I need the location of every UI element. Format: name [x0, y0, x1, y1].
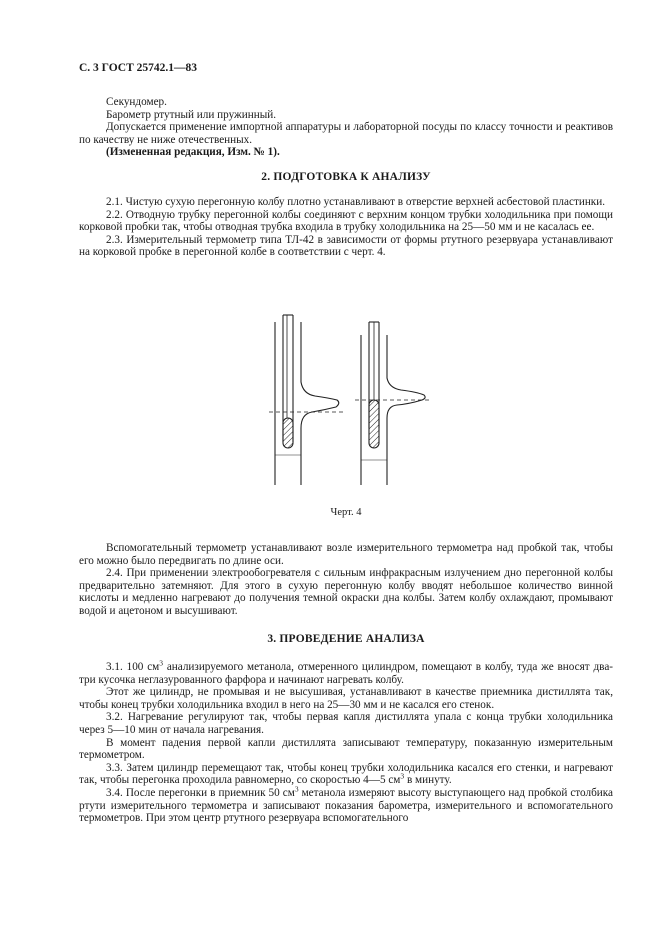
section-2-title: 2. ПОДГОТОВКА К АНАЛИЗУ [261, 171, 431, 183]
paragraph-3-1 [79, 658, 614, 686]
figure-caption: Черт. 4 [330, 507, 362, 518]
section-3-title: 3. ПРОВЕДЕНИЕ АНАЛИЗА [267, 633, 425, 645]
superscript: 3 [159, 658, 163, 668]
paragraph-2-2: 2.2. Отводную трубку перегонной колбы соединяют с верхним концом трубки холодильника при помощи корковой пробки так, чтобы отводная трубка входила в трубку холодильника на 25—50 мм и не касалась ее. [79, 208, 613, 234]
paragraph-2-3: 2.3. Измерительный термометр типа ТЛ-42 в зависимости от формы ртутного резервуара устанавливают на корковой пробке в перегонной колбе в соответствии с черт. 4. [79, 233, 613, 259]
text-span: анализируемого метанола, отмеренного цилиндром, помещают в колбу, туда же вносят два-три кусочка неглазурованного фарфора и начинают нагревать колбу. [79, 661, 614, 686]
paragraph-3-2: 3.2. Нагревание регулируют так, чтобы первая капля дистиллята упала с конца трубки холодильника через 5—10 мин от начала нагревания. [79, 711, 613, 736]
section-2-text-cont [79, 542, 613, 618]
paragraph-3-3 [79, 762, 613, 787]
text-span: 3.3. Затем цилиндр перемещают так, чтобы конец трубки холодильника касался его стенки, и нагревают так, чтобы перегонка проходила равномерно, со скоростью 4—5 см [79, 761, 613, 787]
text-span: метанола измеряют высоту выступающего над пробкой столбика ртути измерительного термометра и записывают показания барометра, измерительного и вспомогательного термометров. При этом центр ртутного резервуара вспомогательного [79, 786, 613, 825]
paragraph-3-1-cont: Этот же цилиндр, не промывая и не высушивая, устанавливают в качестве приемника дистиллята так, чтобы конец трубки холодильника входил в него на 25—30 мм и не касался его стенок. [79, 686, 613, 711]
text-span: 3.4. После перегонки в приемник 50 см [106, 786, 295, 799]
paragraph-3-2-cont: В момент падения первой капли дистиллята записывают температуру, показанную измерительным термометром. [79, 736, 613, 762]
paragraph-3-4 [79, 784, 613, 825]
right-thermometer-drawing [355, 322, 431, 485]
text-span: в минуту. [404, 774, 452, 787]
figure-4 [79, 300, 613, 540]
left-thermometer-drawing [269, 315, 344, 485]
superscript: 3 [294, 784, 299, 794]
section-2-text [79, 196, 613, 259]
intro-line: Барометр ртутный или пружинный. [106, 108, 277, 121]
section-3-text [79, 658, 614, 825]
text-span: 3.1. 100 см [106, 661, 160, 673]
intro-block [79, 96, 613, 159]
revision-note: (Измененная редакция, Изм. № 1). [106, 146, 280, 159]
page-header: С. 3 ГОСТ 25742.1—83 [79, 62, 198, 74]
intro-paragraph: Допускается применение импортной аппаратуры и лабораторной посуды по классу точности и реактивов по качеству не ниже отечественных. [79, 121, 613, 146]
paragraph-aux-thermometer: Вспомогательный термометр устанавливают возле измерительного термометра над пробкой так, чтобы его можно было передвигать по длине оси. [79, 542, 613, 567]
intro-line: Секундомер. [106, 96, 167, 108]
thermometer-diagram [79, 300, 613, 500]
paragraph-2-4: 2.4. При применении электрообогревателя с сильным инфракрасным излучением дно перегонной колбы предварительно затемняют. Для этого в сухую перегонную колбу вводят небольшое количество винной кислоты и медленно нагревают до получения темной окраски дна колбы. Затем колбу охлаждают, промывают водой и ацетоном и высушивают. [79, 567, 613, 617]
superscript: 3 [400, 771, 405, 781]
paragraph-2-1: 2.1. Чистую сухую перегонную колбу плотно устанавливают в отверстие верхней асбестовой пластинки. [106, 196, 606, 208]
